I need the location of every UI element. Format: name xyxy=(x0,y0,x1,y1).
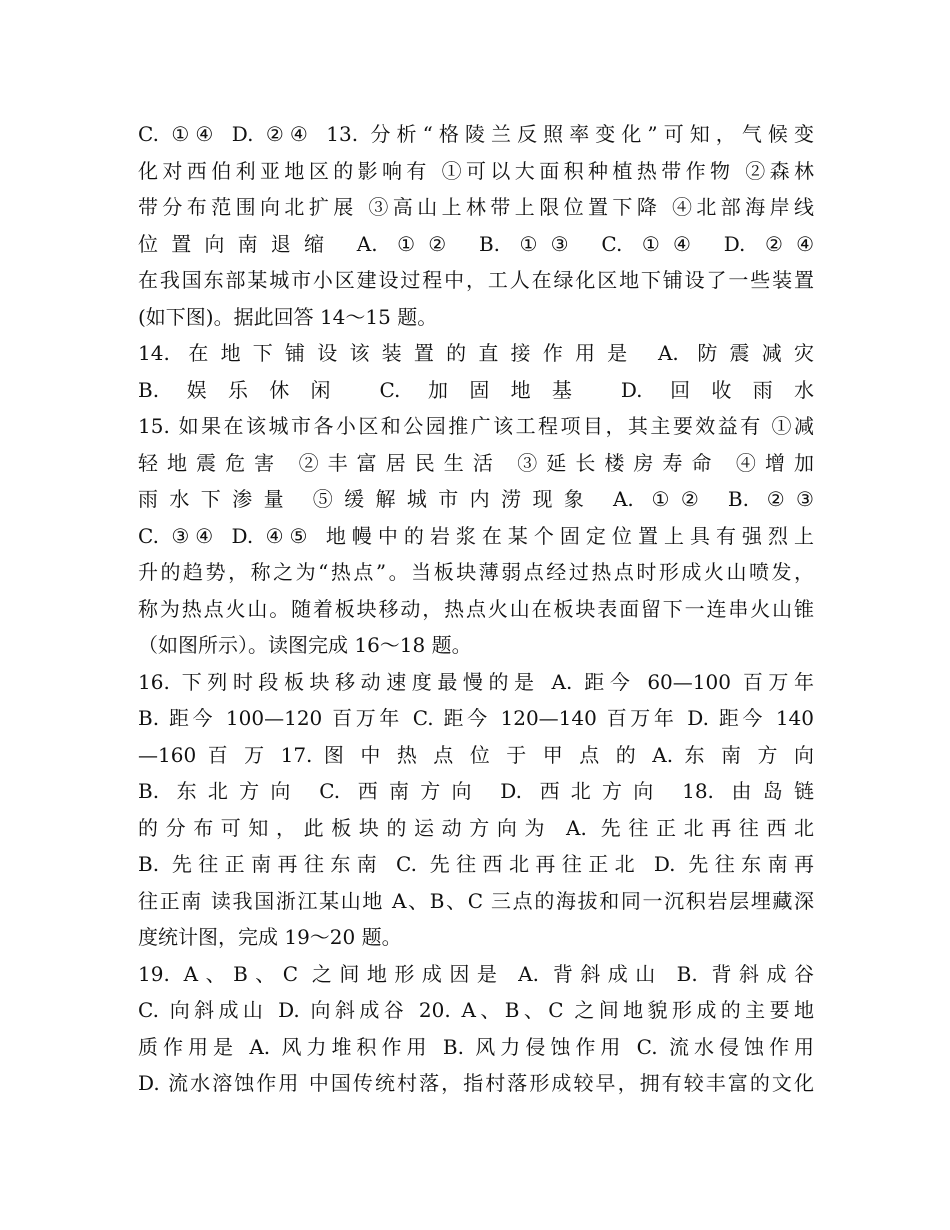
text-line: B. 娱乐休闲 C. 加固地基 D. 回收雨水 xyxy=(138,377,814,402)
text-line: 16. 下列时段板块移动速度最慢的是 A. 距今 60—100 百万年 xyxy=(138,669,814,694)
text-line: 往正南 读我国浙江某山地 A、B、C 三点的海拔和同一沉积岩层埋藏深 xyxy=(138,888,814,913)
text-line: 位置向南退缩 A. ①② B. ①③ C. ①④ D. ②④ xyxy=(138,231,814,256)
text-line: B. 先往正南再往东南 C. 先往西北再往正北 D. 先往东南再 xyxy=(138,852,814,876)
exam-text-body xyxy=(138,116,814,1102)
text-line: C. 向斜成山 D. 向斜成谷 20. A、B、C 之间地貌形成的主要地 xyxy=(138,998,814,1022)
text-line: C. ③④ D. ④⑤ 地幔中的岩浆在某个固定位置上具有强烈上 xyxy=(138,523,814,548)
text-line: 14. 在地下铺设该装置的直接作用是 A. 防震减灾 xyxy=(138,341,814,365)
text-line: （如图所示）。读图完成 16～18 题。 xyxy=(138,633,472,657)
text-line: D. 流水溶蚀作用 中国传统村落，指村落形成较早，拥有较丰富的文化 xyxy=(138,1071,814,1095)
text-line: 15. 如果在该城市各小区和公园推广该工程项目，其主要效益有 ①减 xyxy=(138,414,814,438)
text-line: 的分布可知，此板块的运动方向为 A. 先往正北再往西北 xyxy=(138,815,814,840)
text-line: C. ①④ D. ②④ 13. 分析“格陵兰反照率变化”可知，气候变 xyxy=(138,122,814,146)
text-line: —160 百 万 17. 图 中 热 点 位 于 甲 点 的 A. 东 南 方 向 xyxy=(138,742,814,767)
text-line: 带分布范围向北扩展 ③高山上林带上限位置下降 ④北部海岸线 xyxy=(138,195,814,219)
text-line: 度统计图，完成 19～20 题。 xyxy=(138,925,402,949)
text-line: 称为热点火山。随着板块移动，热点火山在板块表面留下一连串火山锥 xyxy=(138,596,814,621)
text-line: 在我国东部某城市小区建设过程中，工人在绿化区地下铺设了一些装置 xyxy=(138,268,814,292)
text-line: B. 距今 100—120 百万年 C. 距今 120—140 百万年 D. 距今 140 xyxy=(138,706,814,730)
text-line: 质作用是 A. 风力堆积作用 B. 风力侵蚀作用 C. 流水侵蚀作用 xyxy=(138,1034,814,1059)
text-line: 19. A、B、C 之间地形成因是 A. 背斜成山 B. 背斜成谷 xyxy=(138,961,814,986)
text-line: 轻地震危害 ②丰富居民生活 ③延长楼房寿命 ④增加 xyxy=(138,450,814,475)
text-line: 升的趋势，称之为“热点”。当板块薄弱点经过热点时形成火山喷发， xyxy=(138,560,814,584)
text-line: (如下图)。据此回答 14～15 题。 xyxy=(138,304,438,329)
text-line: 雨水下渗量 ⑤缓解城市内涝现象 A. ①② B. ②③ xyxy=(138,487,814,511)
text-line: B. 东北方向 C. 西南方向 D. 西北方向 18. 由岛链 xyxy=(138,779,814,803)
text-line: 化对西伯利亚地区的影响有 ①可以大面积种植热带作物 ②森林 xyxy=(138,158,814,183)
